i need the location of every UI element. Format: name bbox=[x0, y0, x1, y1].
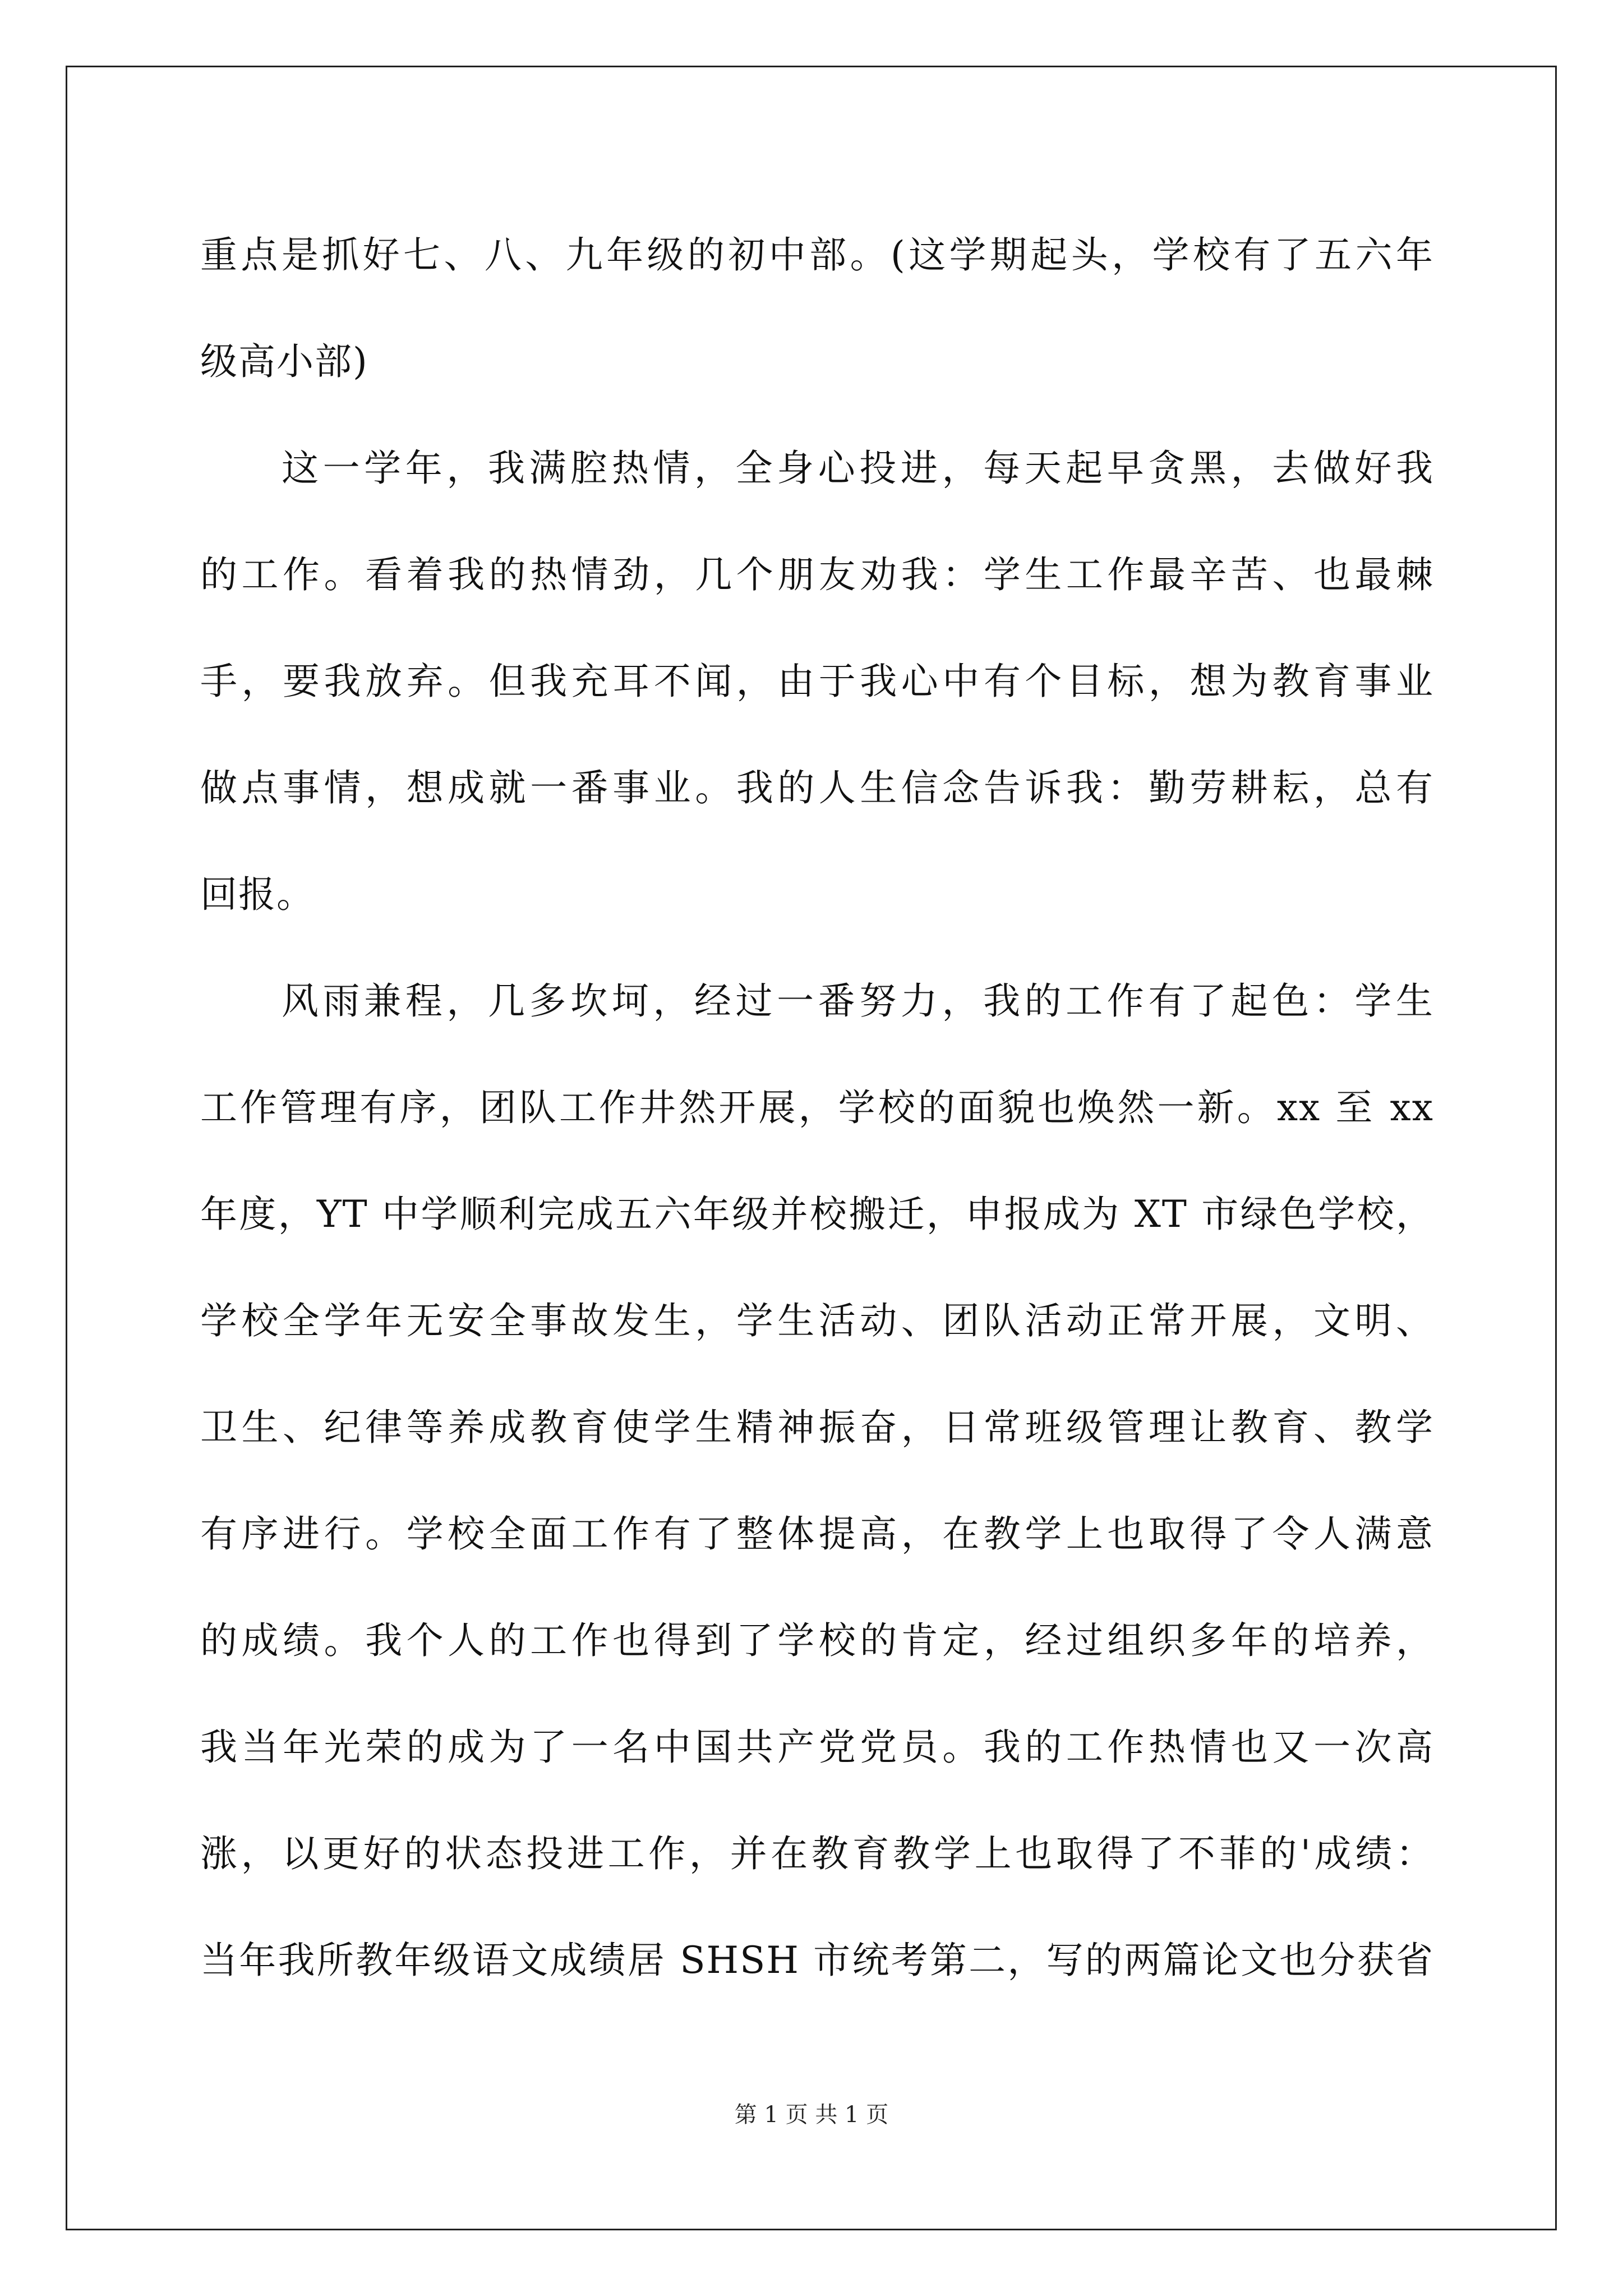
text-line: 有序进行。学校全面工作有了整体提高，在教学上也取得了令人满意 bbox=[200, 1512, 1434, 1556]
text-line: 级高小部) bbox=[200, 340, 368, 383]
text-line: 卫生、纪律等养成教育使学生精神振奋，日常班级管理让教育、教学 bbox=[200, 1406, 1434, 1449]
text-line: 手，要我放弃。但我充耳不闻，由于我心中有个目标，想为教育事业 bbox=[200, 660, 1434, 703]
page-number-label: 第 1 页 共 1 页 bbox=[734, 2102, 889, 2128]
document-body bbox=[200, 202, 1434, 2014]
text-line: 回报。 bbox=[200, 873, 315, 916]
text-line: 的成绩。我个人的工作也得到了学校的肯定，经过组织多年的培养， bbox=[200, 1619, 1434, 1662]
paragraph-start-line: 风雨兼程，几多坎坷，经过一番努力，我的工作有了起色：学生 bbox=[282, 979, 1434, 1023]
text-line: 工作管理有序，团队工作井然开展，学校的面貌也焕然一新。xx 至 xx bbox=[200, 1086, 1434, 1129]
text-line: 的工作。看着我的热情劲，几个朋友劝我：学生工作最辛苦、也最棘 bbox=[200, 553, 1434, 596]
text-line: 做点事情，想成就一番事业。我的人生信念告诉我：勤劳耕耘，总有 bbox=[200, 766, 1434, 809]
text-line: 学校全学年无安全事故发生，学生活动、团队活动正常开展，文明、 bbox=[200, 1299, 1434, 1342]
paragraph-start-line: 这一学年，我满腔热情，全身心投进，每天起早贪黑，去做好我 bbox=[282, 447, 1434, 490]
text-line: 年度，YT 中学顺利完成五六年级并校搬迁，申报成为 XT 市绿色学校， bbox=[200, 1193, 1434, 1236]
text-line: 我当年光荣的成为了一名中国共产党党员。我的工作热情也又一次高 bbox=[200, 1726, 1434, 1769]
text-line: 当年我所教年级语文成绩居 SHSH 市统考第二，写的两篇论文也分获省 bbox=[200, 1939, 1434, 1982]
text-line: 涨，以更好的状态投进工作，并在教育教学上也取得了不菲的'成绩： bbox=[200, 1832, 1434, 1875]
page-footer bbox=[0, 2098, 1623, 2132]
text-line: 重点是抓好七、八、九年级的初中部。(这学期起头，学校有了五六年 bbox=[200, 233, 1434, 277]
